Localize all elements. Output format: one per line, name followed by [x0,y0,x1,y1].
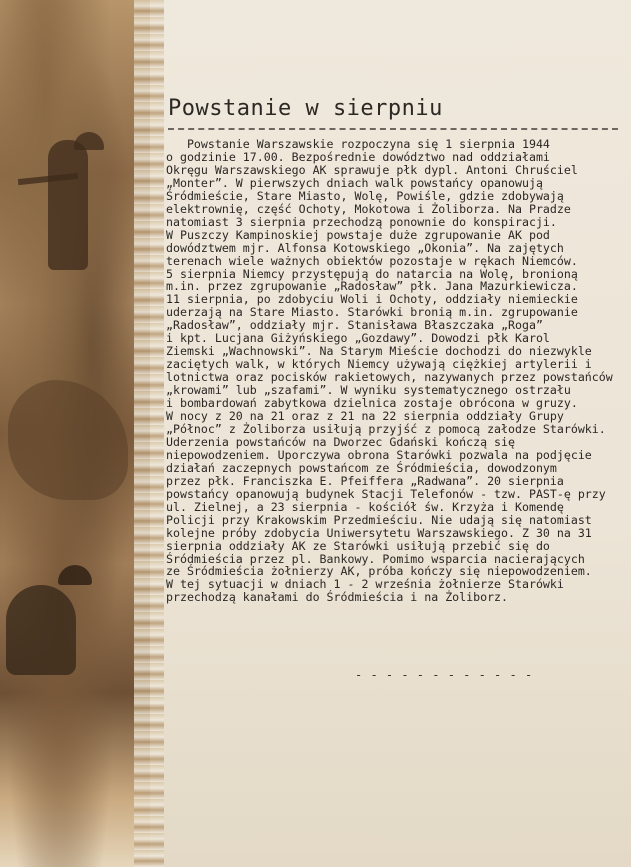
body-line: terenach wiele ważnych obiektów pozostaje w rękach Niemców. [166,253,578,268]
body-line: „Północ” z Żoliborza usiłują przyjść z pomocą załodze Starówki. [166,421,606,436]
body-line: Okręgu Warszawskiego AK sprawuje płk dypl. Antoni Chruściel [166,162,578,177]
body-line: niepowodzeniem. Uporczywa obrona Starówki pozwala na podjęcie [166,447,592,462]
body-line: W tej sytuacji w dniach 1 - 2 września żołnierze Starówki [166,577,564,592]
rubble-shape [8,380,128,500]
body-line: przechodzą kanałami do Śródmieścia i na Żoliborz. [166,590,509,605]
body-line: Śródmieście, Stare Miasto, Wolę, Powiśle, gdzie zdobywają [166,188,564,203]
body-line: Ziemski „Wachnowski”. Na Starym Mieście dochodzi do niezwykle [166,344,592,359]
body-line: kolejne próby zdobycia Uniwersytetu Warszawskiego. Z 30 na 31 [166,525,592,540]
title-underline [168,128,618,130]
body-text [166,138,622,604]
body-line: dowództwem mjr. Alfonsa Kotowskiego „Okonia”. Na zajętych [166,240,564,255]
body-line: 5 sierpnia Niemcy przystępują do natarcia na Wolę, bronioną [166,266,578,281]
body-line: W Puszczy Kampinoskiej powstaje duże zgrupowanie AK pod [166,227,550,242]
soldier-silhouette [48,140,88,270]
end-divider: - - - - - - - - - - - - [355,668,533,682]
body-line: „Monter”. W pierwszych dniach walk powstańcy opanowują [166,175,543,190]
body-line: sierpnia oddziały AK ze Starówki usiłują przebić się do [166,538,550,553]
person-silhouette [6,585,76,675]
body-line: „Radosław”, oddziały mjr. Stanisława Błaszczaka „Roga” [166,318,543,333]
body-line: działań zaczepnych powstańcom ze Śródmieścia, dowodzonym [166,460,557,475]
person-hat-shape [58,565,92,585]
sepia-photo-strip [0,0,150,867]
body-line: natomiast 3 sierpnia przechodzą ponownie do konspiracji. [166,214,557,229]
body-line: i bombardowań zabytkowa dzielnica zostaje obrócona w gruzy. [166,396,578,411]
body-line: zaciętych walk, w których Niemcy używają ciężkiej artylerii i [166,357,592,372]
page-title: Powstanie w sierpniu [168,96,443,121]
body-line: powstańcy opanowują budynek Stacji Telefonów - tzw. PAST-ę przy [166,486,606,501]
body-line: lotnictwa oraz pocisków rakietowych, nazywanych przez powstańców [166,370,613,385]
body-line: m.in. przez zgrupowanie „Radosław” płk. Jana Mazurkiewicza. [166,279,578,294]
body-line: uderzają na Stare Miasto. Starówki bronią m.in. zgrupowanie [166,305,578,320]
body-line: „krowami” lub „szafami”. W wyniku systematycznego ostrzału [166,383,571,398]
body-line: ul. Zielnej, a 23 sierpnia - kościół św. Krzyża i Komendę [166,499,564,514]
body-line: i kpt. Lucjana Giżyńskiego „Gozdawy”. Dowodzi płk Karol [166,331,550,346]
body-line: ze Śródmieścia żołnierzy AK, próba kończy się niepowodzeniem. [166,564,592,579]
body-line: Policji przy Krakowskim Przedmieściu. Nie udają się natomiast [166,512,592,527]
body-line: Uderzenia powstańców na Dworzec Gdański kończą się [166,434,516,449]
body-line: 11 sierpnia, po zdobyciu Woli i Ochoty, oddziały niemieckie [166,292,578,307]
body-line: przez płk. Franciszka E. Pfeiffera „Radwana”. 20 sierpnia [166,473,564,488]
body-line: Powstanie Warszawskie rozpoczyna się 1 sierpnia 1944 [166,137,550,151]
body-line: o godzinie 17.00. Bezpośrednie dowództwo nad oddziałami [166,149,550,164]
body-line: W nocy z 20 na 21 oraz z 21 na 22 sierpnia oddziały Grupy [166,409,564,424]
body-line: Śródmieścia przez pl. Bankowy. Pomimo wsparcia nacierających [166,551,585,566]
body-line: elektrownię, część Ochoty, Mokotowa i Żoliborza. Na Pradze [166,201,571,216]
